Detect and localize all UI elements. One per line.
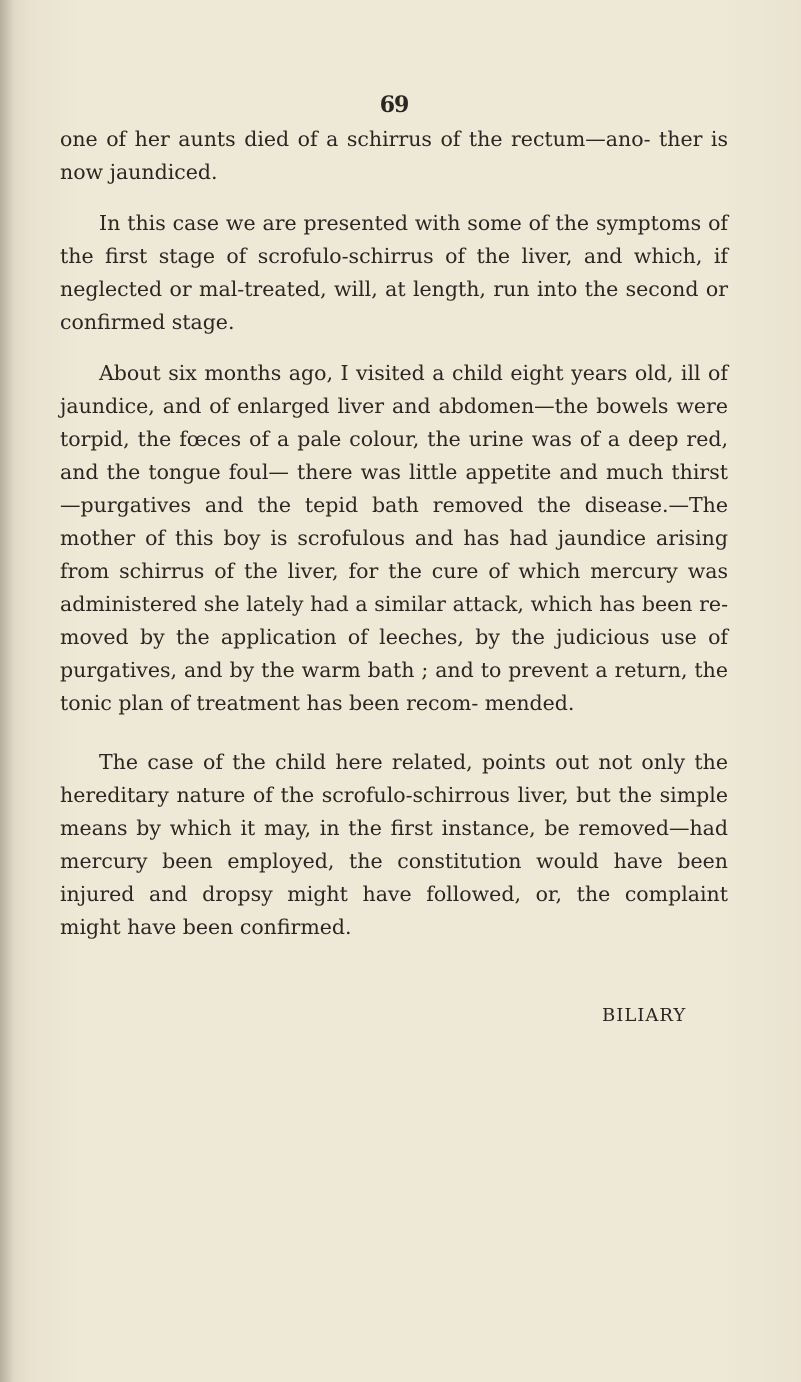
catchword: BILIARY [602,1005,687,1026]
paragraph-3: About six months ago, I visited a child eight years old, ill of jaundice, and of enlarged liver and abdomen—the bowels were torpid, the fœces of a pale colour, the urine was of a deep red, and the tongue foul— there was little appetite and much thirst—purgatives and the tepid bath removed the disease.—The mother of this boy is scrofulous and has had jaundice arising from schirrus of the liver, for the cure of which mercury was administered she lately had a similar attack, which has been re- moved by the application of leeches, by the judicious use of purgatives, and by the warm bath ; and to prevent a return, the tonic plan of treatment has been recom- mended. [60,361,728,715]
page-number: 69 [379,92,409,118]
paragraph-4: The case of the child here related, points out not only the hereditary nature of the scrofulo-schirrous liver, but the simple means by which it may, in the first instance, be removed—had mercury been employed, the constitution would have been injured and dropsy might have followed, or, the complaint might have been confirmed. [60,750,728,939]
paragraph-2: In this case we are presented with some of the symptoms of the first stage of scrofulo-schirrus of the liver, and which, if neglected or mal-treated, will, at length, run into the second or confirmed stage. [60,211,728,334]
body-text [60,123,728,944]
page-gutter-shadow [0,0,14,1382]
paragraph-1: one of her aunts died of a schirrus of the rectum—ano- ther is now jaundiced. [60,127,728,184]
